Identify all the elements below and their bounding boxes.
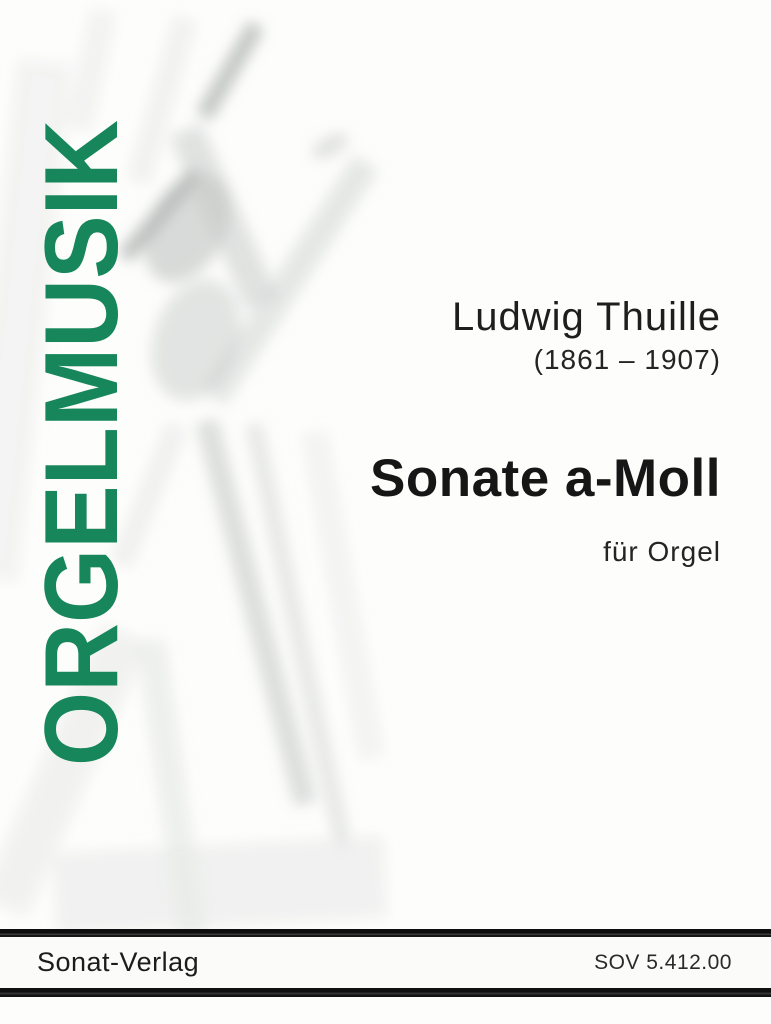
publisher-name: Sonat-Verlag <box>37 947 200 977</box>
catalog-number: SOV 5.412.00 <box>594 950 732 974</box>
work-subtitle: für Orgel <box>603 536 721 567</box>
series-title-vertical: ORGELMUSIK <box>24 61 140 766</box>
composer-name: Ludwig Thuille <box>452 295 721 339</box>
work-title: Sonate a-Moll <box>369 449 721 508</box>
footer-bottom-rule <box>0 988 771 997</box>
footer-top-rule <box>0 929 771 937</box>
footer-bar <box>0 937 771 988</box>
composer-dates: (1861 – 1907) <box>533 344 721 375</box>
heading-block <box>370 296 721 568</box>
